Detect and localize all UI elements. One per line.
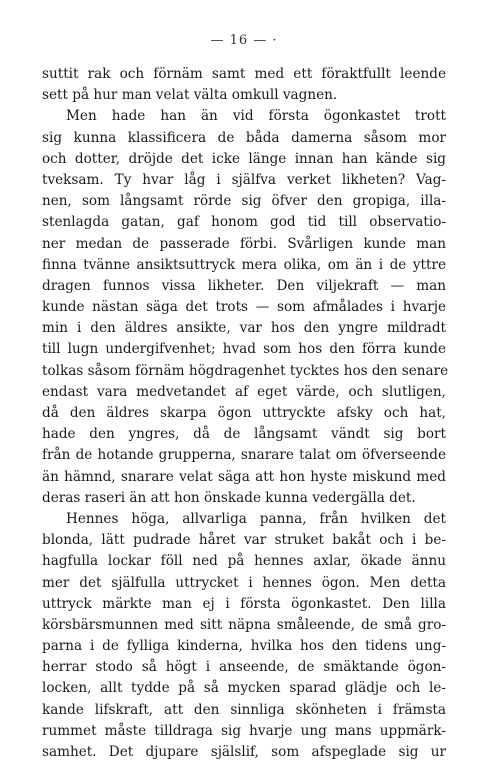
- page-number: — 16 — ·: [210, 33, 278, 48]
- text-line: tveksam. Ty hvar låg i själfva verket likheten? Vag-: [42, 171, 446, 188]
- text-line: stenlagda gatan, gaf honom god tid till observatio-: [42, 214, 446, 231]
- text-line: suttit rak och förnäm samt med ett föraktfullt leende: [42, 66, 446, 82]
- text-line: och dotter, dröjde det icke länge innan han kände sig: [42, 150, 446, 167]
- text-line: än hämnd, snarare velat säga att hon hyste miskund med: [42, 468, 446, 485]
- text-line: uttryck märkte man ej i första ögonkastet. Den lilla: [42, 595, 446, 612]
- text-line: herrar stodo så högt i anseende, de smäktande ögon-: [42, 659, 446, 676]
- text-line: parna i de fylliga kinderna, hvilka hos den tidens ung-: [42, 638, 446, 655]
- text-line: hade den yngres, då de långsamt vändt sig bort: [42, 426, 446, 443]
- text-line: sig kunna klassificera de båda damerna såsom mor: [42, 129, 446, 146]
- text-line: endast vara medvetandet af eget värde, och slutligen,: [42, 383, 446, 400]
- text-line: blonda, lätt pudrade håret var struket bakåt och i be-: [42, 532, 446, 549]
- text-line: min i den äldres ansikte, var hos den yngre mildradt: [42, 320, 446, 337]
- text-line: samhet. Det djupare själslif, som afspeglade sig ur: [42, 744, 446, 760]
- text-line: till lugn undergifvenhet; hvad som hos den förra kunde: [42, 341, 446, 358]
- text-line: finna tvänne ansiktsuttryck mera olika, om än i de yttre: [42, 256, 446, 273]
- text-line: locken, allt tydde på så mycken sparad glädje och le-: [42, 680, 446, 697]
- text-line: rummet måste tilldraga sig hvarje ung mans uppmärk-: [42, 722, 446, 739]
- text-line: kunde nästan säga det trots — som afmålades i hvarje: [42, 299, 446, 316]
- body-text: [42, 64, 449, 763]
- text-line: mer det själfulla uttrycket i hennes ögon. Men detta: [42, 574, 446, 591]
- text-line: sett på hur man velat välta omkull vagnen.: [42, 87, 338, 104]
- text-line: hagfulla lockar föll ned på hennes axlar, ökade ännu: [42, 553, 446, 570]
- text-line: Men hade han än vid första ögonkastet trott: [66, 108, 446, 125]
- text-line: dragen funnos vissa likheter. Den viljekraft — man: [42, 277, 446, 294]
- text-line: kande lifskraft, att den sinnliga skönheten i främsta: [42, 701, 446, 718]
- text-line: tolkas såsom förnäm högdragenhet tycktes hos den senare: [42, 362, 449, 379]
- text-line: då den äldres skarpa ögon uttryckte afsky och hat,: [42, 405, 446, 421]
- text-line: nen, som långsamt rörde sig öfver den gropiga, illa-: [42, 193, 446, 210]
- text-line: deras raseri än att hon önskade kunna vedergälla det.: [42, 489, 416, 506]
- text-line: Hennes höga, allvarliga panna, från hvilken det: [66, 510, 446, 527]
- text-line: körsbärsmunnen med sitt näpna småleende, de små gro-: [42, 616, 446, 633]
- text-line: från de hotande grupperna, snarare talat om öfverseende: [42, 447, 446, 464]
- text-line: ner medan de passerade förbi. Svårligen kunde man: [42, 235, 446, 252]
